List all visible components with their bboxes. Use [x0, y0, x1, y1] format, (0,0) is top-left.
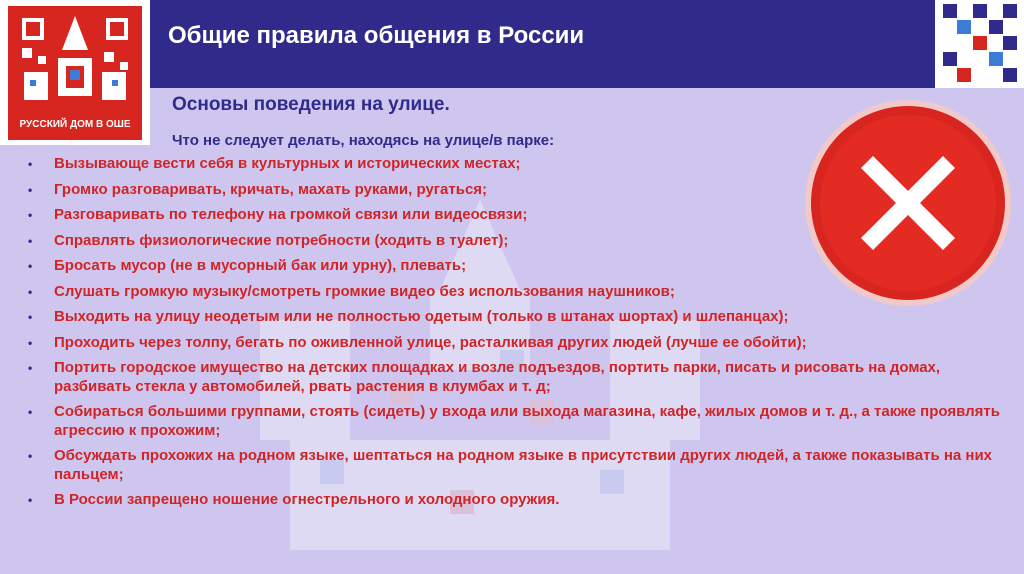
list-item: • Выходить на улицу неодетым или не полностью одетым (только в штанах шортах) и шлепанцах); — [28, 308, 789, 325]
list-item: • Собираться большими группами, стоять (сидеть) у входа или выхода магазина, кафе, жилых домов и т. д., а также проявлять агрессию к прохожим; — [28, 403, 1000, 439]
bullet: • — [28, 284, 33, 299]
list-item: • В России запрещено ношение огнестрельного и холодного оружия. — [28, 491, 560, 508]
bullet: • — [28, 310, 33, 324]
logo — [0, 0, 150, 145]
page-title: Общие правила общения в России — [168, 22, 585, 49]
bullet: • — [28, 182, 33, 197]
logo-caption: РУССКИЙ ДОМ В ОШЕ — [19, 119, 131, 130]
kremlin-logo-icon — [8, 6, 142, 140]
section-subtitle: Основы поведения на улице. — [172, 94, 450, 115]
bullet: • — [28, 259, 33, 273]
list-item: • Слушать громкую музыку/смотреть громкие видео без использования наушников; — [28, 282, 675, 300]
list-item: • Бросать мусор (не в мусорный бак или урну), плевать; — [28, 257, 467, 274]
list-item: • Проходить через толпу, бегать по оживленной улице, расталкивая других людей (лучше ее обойти); — [28, 333, 807, 351]
bullet: • — [28, 335, 33, 350]
corner-decoration — [935, 0, 1024, 88]
list-item: • Громко разговаривать, кричать, махать руками, ругаться; — [28, 180, 488, 198]
list-lead: Что не следует делать, находясь на улице/в парке: — [172, 132, 555, 149]
bullet: • — [28, 233, 33, 248]
bullet: • — [28, 493, 33, 507]
title-bar — [150, 0, 935, 88]
list-item: • Справлять физиологические потребности (ходить в туалет); — [28, 231, 509, 249]
list-item: • Разговаривать по телефону на громкой связи или видеосвязи; — [28, 206, 528, 223]
list-item: • Портить городское имущество на детских площадках и возле подъездов, портить парки, писать и рисовать на домах, разбивать стекла у автомобилей, рвать растения в клумбах и т. д; — [28, 359, 941, 395]
red-circle-x-icon — [803, 98, 1013, 308]
bullet: • — [28, 157, 33, 171]
bullet: • — [28, 449, 33, 463]
bullet: • — [28, 208, 33, 222]
list-item: • Вызывающе вести себя в культурных и исторических местах; — [28, 155, 521, 172]
bullet: • — [28, 361, 33, 375]
list-item: • Обсуждать прохожих на родном языке, шептаться на родном языке в присутствии других людей, а также показывать на них пальцем; — [28, 447, 993, 483]
bullet: • — [28, 405, 33, 419]
